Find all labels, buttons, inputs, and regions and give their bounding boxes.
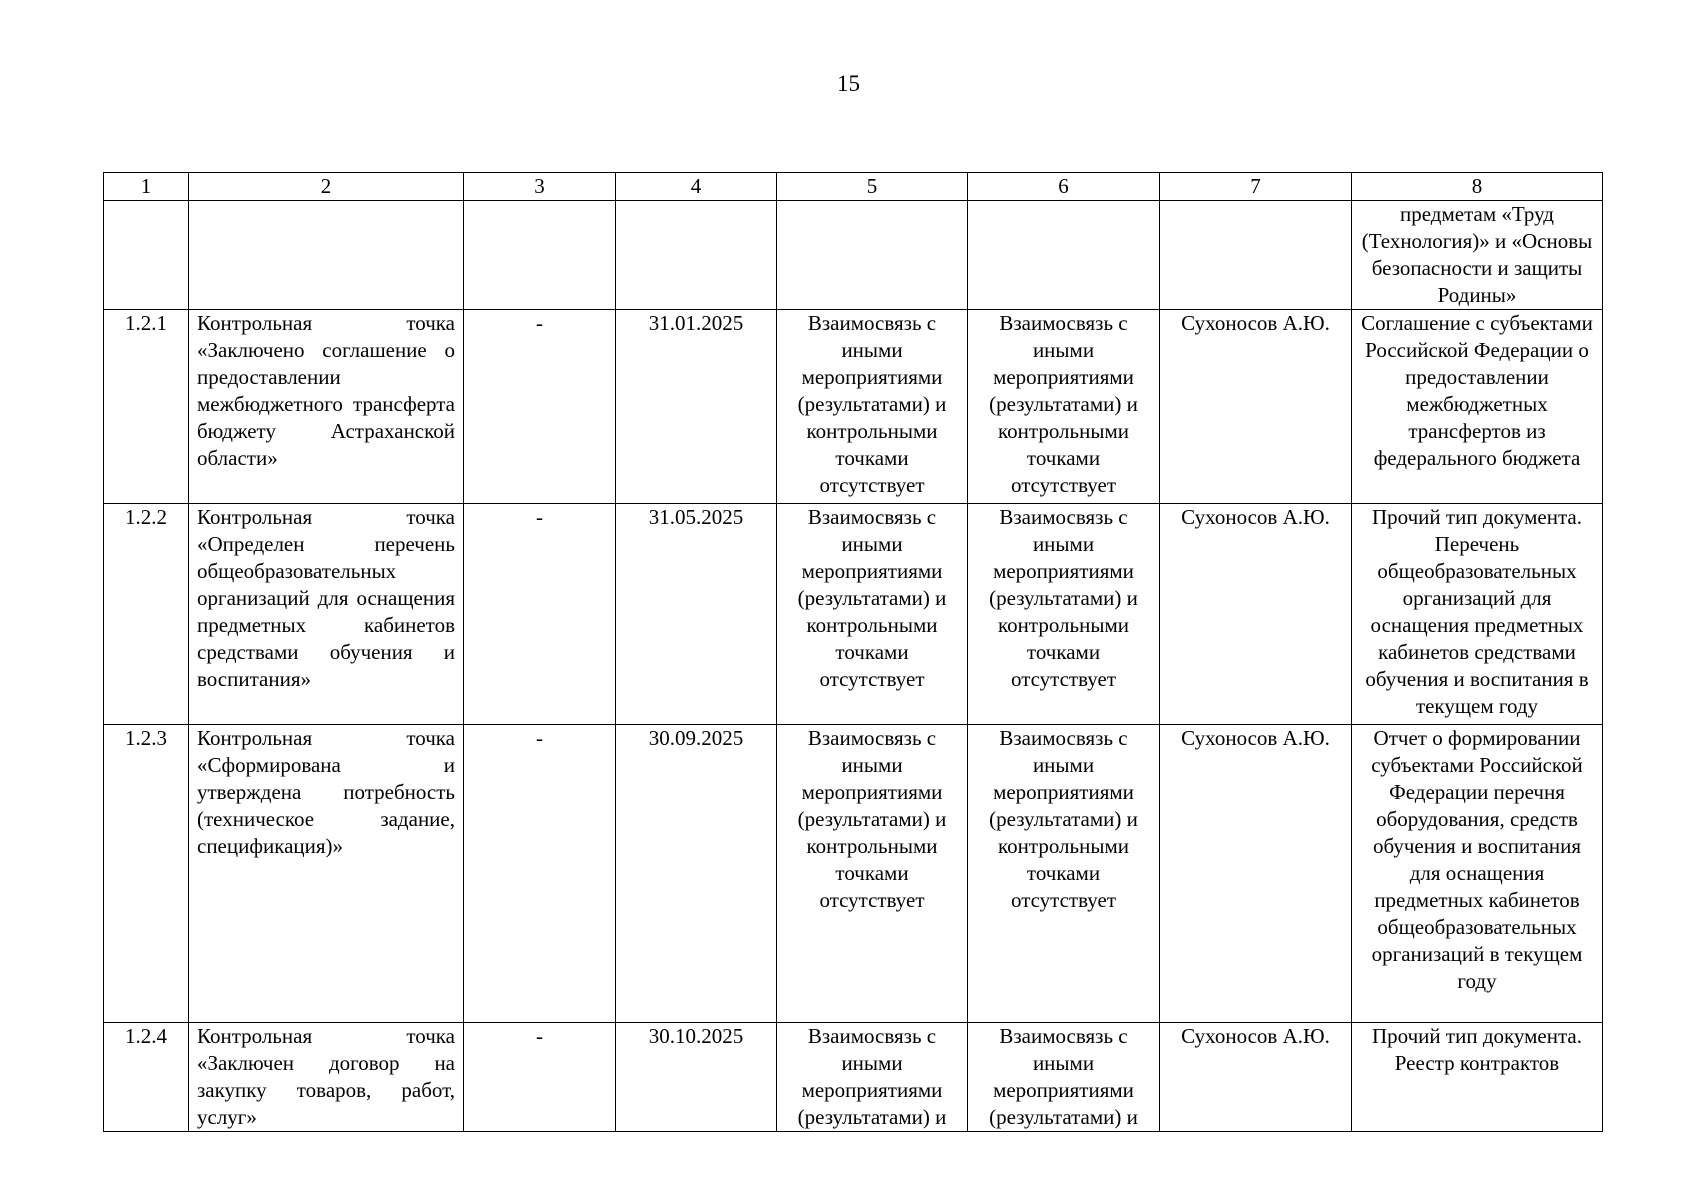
relation-cell: Взаимосвязь с иными мероприятиями (результатами) и <box>777 1023 968 1132</box>
col3-cell: - <box>464 1023 616 1132</box>
page-number: 15 <box>837 71 860 96</box>
document-cell: Отчет о формировании субъектами Российской Федерации перечня оборудования, средств обучения и воспитания для оснащения предметных кабинетов общеобразовательных организаций в текущем году <box>1352 725 1603 1023</box>
control-point-title: Контрольная точка «Заключено соглашение о предоставлении межбюджетного трансферта бюджету Астраханской области» <box>189 310 464 504</box>
table-cell <box>189 201 464 310</box>
relation-cell: Взаимосвязь с иными мероприятиями (результатами) и контрольными точками отсутствует <box>777 725 968 1023</box>
continuation-row <box>104 201 1603 310</box>
date-cell: 30.09.2025 <box>616 725 777 1023</box>
column-header: 3 <box>464 173 616 201</box>
column-header: 6 <box>968 173 1160 201</box>
document-cell: Прочий тип документа. Перечень общеобразовательных организаций для оснащения предметных кабинетов средствами обучения и воспитания в текущем году <box>1352 504 1603 725</box>
column-header: 7 <box>1160 173 1352 201</box>
column-number-row <box>104 173 1603 201</box>
relation-cell: Взаимосвязь с иными мероприятиями (результатами) и контрольными точками отсутствует <box>968 310 1160 504</box>
relation-cell: Взаимосвязь с иными мероприятиями (результатами) и контрольными точками отсутствует <box>777 504 968 725</box>
row-number: 1.2.1 <box>104 310 189 504</box>
table-row <box>104 310 1603 504</box>
control-point-title: Контрольная точка «Заключен договор на закупку товаров, работ, услуг» <box>189 1023 464 1132</box>
col3-cell: - <box>464 310 616 504</box>
table-cell <box>104 201 189 310</box>
col3-cell: - <box>464 725 616 1023</box>
table-cell <box>968 201 1160 310</box>
table-row <box>104 504 1603 725</box>
relation-cell: Взаимосвязь с иными мероприятиями (результатами) и контрольными точками отсутствует <box>968 504 1160 725</box>
table-cell <box>464 201 616 310</box>
column-header: 8 <box>1352 173 1603 201</box>
control-points-table <box>103 172 1603 1132</box>
date-cell: 30.10.2025 <box>616 1023 777 1132</box>
relation-cell: Взаимосвязь с иными мероприятиями (результатами) и контрольными точками отсутствует <box>968 725 1160 1023</box>
col3-cell: - <box>464 504 616 725</box>
document-cell: Прочий тип документа. Реестр контрактов <box>1352 1023 1603 1132</box>
table-row <box>104 725 1603 1023</box>
control-point-title: Контрольная точка «Сформирована и утверждена потребность (техническое задание, спецификация)» <box>189 725 464 1023</box>
row-number: 1.2.4 <box>104 1023 189 1132</box>
document-cell: Соглашение с субъектами Российской Федерации о предоставлении межбюджетных трансфертов из федерального бюджета <box>1352 310 1603 504</box>
table-cell <box>616 201 777 310</box>
table-cell <box>1160 201 1352 310</box>
row-number: 1.2.3 <box>104 725 189 1023</box>
date-cell: 31.01.2025 <box>616 310 777 504</box>
control-point-title: Контрольная точка «Определен перечень общеобразовательных организаций для оснащения предметных кабинетов средствами обучения и воспитания» <box>189 504 464 725</box>
column-header: 4 <box>616 173 777 201</box>
document-cell: предметам «Труд (Технология)» и «Основы безопасности и защиты Родины» <box>1352 201 1603 310</box>
responsible-cell: Сухоносов А.Ю. <box>1160 310 1352 504</box>
date-cell: 31.05.2025 <box>616 504 777 725</box>
column-header: 1 <box>104 173 189 201</box>
table-row <box>104 1023 1603 1132</box>
table-cell <box>777 201 968 310</box>
responsible-cell: Сухоносов А.Ю. <box>1160 1023 1352 1132</box>
responsible-cell: Сухоносов А.Ю. <box>1160 504 1352 725</box>
row-number: 1.2.2 <box>104 504 189 725</box>
relation-cell: Взаимосвязь с иными мероприятиями (результатами) и <box>968 1023 1160 1132</box>
relation-cell: Взаимосвязь с иными мероприятиями (результатами) и контрольными точками отсутствует <box>777 310 968 504</box>
column-header: 5 <box>777 173 968 201</box>
responsible-cell: Сухоносов А.Ю. <box>1160 725 1352 1023</box>
column-header: 2 <box>189 173 464 201</box>
